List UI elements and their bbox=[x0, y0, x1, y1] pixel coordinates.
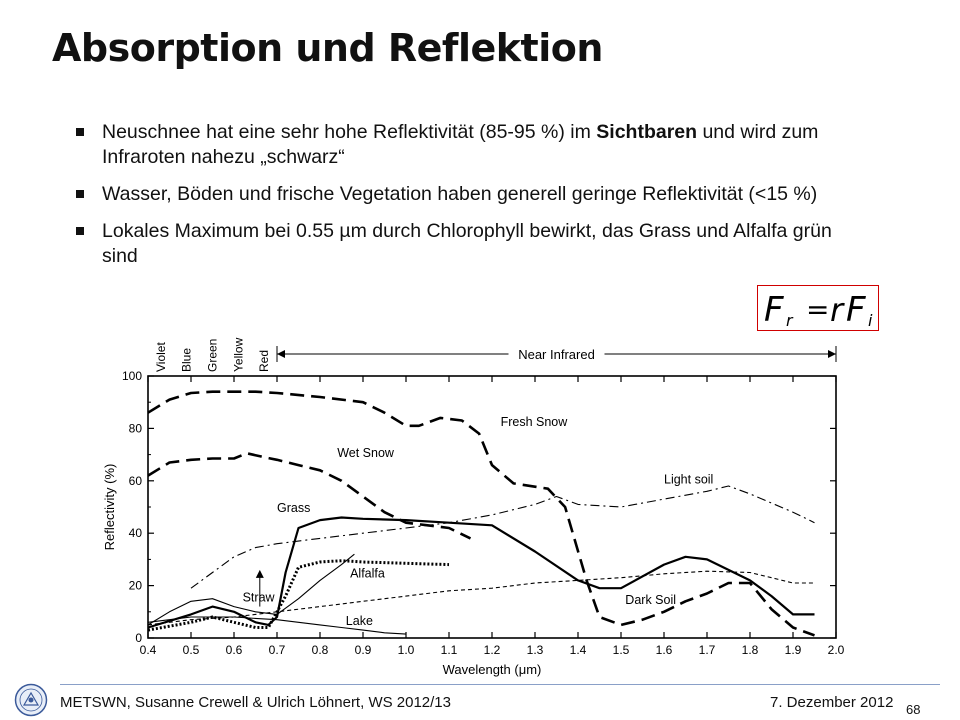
band-label: Blue bbox=[179, 347, 194, 372]
bullet-text: Wasser, Böden und frische Vegetation haben generell geringe Reflektivität (<15 %) bbox=[102, 183, 818, 205]
formula-rhs: F bbox=[846, 290, 866, 330]
formula-lhs: F bbox=[764, 290, 784, 330]
band-label: Violet bbox=[153, 342, 168, 372]
x-tick-label: 1.6 bbox=[655, 643, 673, 657]
x-tick-label: 0.5 bbox=[182, 643, 200, 657]
bullet-text: Neuschnee hat eine sehr hohe Reflektivität (85-95 %) im bbox=[102, 121, 597, 143]
y-tick-label: 20 bbox=[128, 578, 142, 593]
x-tick-label: 2.0 bbox=[827, 643, 845, 657]
nir-arrow-right-icon bbox=[828, 350, 836, 358]
bullet-bold-text: Sichtbaren bbox=[596, 121, 698, 143]
formula-equals: = bbox=[806, 293, 830, 326]
formula-rhs-sub: i bbox=[868, 311, 873, 330]
straw-pointer-arrow-icon bbox=[256, 570, 264, 578]
band-label: Red bbox=[257, 349, 272, 372]
university-seal-icon bbox=[14, 683, 48, 717]
x-tick-label: 1.1 bbox=[440, 643, 458, 657]
slide-title: Absorption und Reflektion bbox=[52, 26, 603, 70]
square-bullet-icon bbox=[76, 190, 84, 198]
y-tick-label: 40 bbox=[128, 526, 142, 541]
y-tick-label: 60 bbox=[128, 473, 142, 488]
y-axis-label: Reflectivity (%) bbox=[102, 463, 117, 551]
bullet-list bbox=[76, 120, 846, 281]
formula-lhs-sub: r bbox=[786, 311, 793, 330]
y-tick-label: 80 bbox=[128, 421, 142, 436]
formula-coef: r bbox=[830, 291, 844, 329]
x-tick-label: 1.0 bbox=[397, 643, 415, 657]
y-tick-label: 100 bbox=[121, 369, 142, 383]
x-tick-label: 1.4 bbox=[569, 643, 587, 657]
x-tick-label: 1.9 bbox=[784, 643, 802, 657]
x-axis-label: Wavelength (μm) bbox=[442, 662, 542, 677]
x-tick-label: 0.8 bbox=[311, 643, 329, 657]
series-line-grass bbox=[148, 518, 815, 628]
series-label: Alfalfa bbox=[350, 566, 385, 581]
footer-course: METSWN, Susanne Crewell & Ulrich Löhnert, WS 2012/13 bbox=[60, 694, 451, 711]
x-tick-label: 1.8 bbox=[741, 643, 759, 657]
series-label: Lake bbox=[345, 613, 373, 628]
series-line-wet-snow bbox=[148, 453, 471, 538]
series-label: Straw bbox=[242, 590, 275, 605]
square-bullet-icon bbox=[76, 128, 84, 136]
reflectivity-chart bbox=[100, 326, 860, 680]
series-label: Light soil bbox=[664, 472, 714, 487]
footer-divider bbox=[60, 684, 940, 685]
x-tick-label: 1.7 bbox=[698, 643, 716, 657]
series-label: Fresh Snow bbox=[500, 414, 568, 429]
band-label: Yellow bbox=[231, 337, 246, 372]
series-label: Grass bbox=[277, 501, 311, 516]
series-label: Dark Soil bbox=[625, 592, 677, 607]
bullet-item bbox=[76, 120, 846, 170]
y-tick-label: 0 bbox=[135, 631, 142, 645]
bullet-text-end: und wird zum Infraroten nahezu „schwarz“ bbox=[102, 121, 819, 168]
bullet-item bbox=[76, 182, 846, 207]
x-tick-label: 1.2 bbox=[483, 643, 501, 657]
x-tick-label: 1.3 bbox=[526, 643, 544, 657]
reflection-formula bbox=[757, 285, 879, 331]
bullet-text: Lokales Maximum bei 0.55 µm durch Chlorophyll bewirkt, das Grass und Alfalfa grün sind bbox=[102, 220, 832, 267]
band-label: Green bbox=[205, 338, 220, 372]
nir-label: Near Infrared bbox=[518, 347, 595, 362]
x-tick-label: 0.6 bbox=[225, 643, 243, 657]
x-tick-label: 0.9 bbox=[354, 643, 372, 657]
page-number: 68 bbox=[906, 702, 921, 717]
series-label: Wet Snow bbox=[337, 446, 394, 461]
bullet-item bbox=[76, 219, 846, 269]
nir-arrow-left-icon bbox=[277, 350, 285, 358]
x-tick-label: 1.5 bbox=[612, 643, 630, 657]
square-bullet-icon bbox=[76, 227, 84, 235]
x-tick-label: 0.4 bbox=[139, 643, 157, 657]
footer-date: 7. Dezember 2012 bbox=[770, 694, 894, 711]
x-tick-label: 0.7 bbox=[268, 643, 286, 657]
